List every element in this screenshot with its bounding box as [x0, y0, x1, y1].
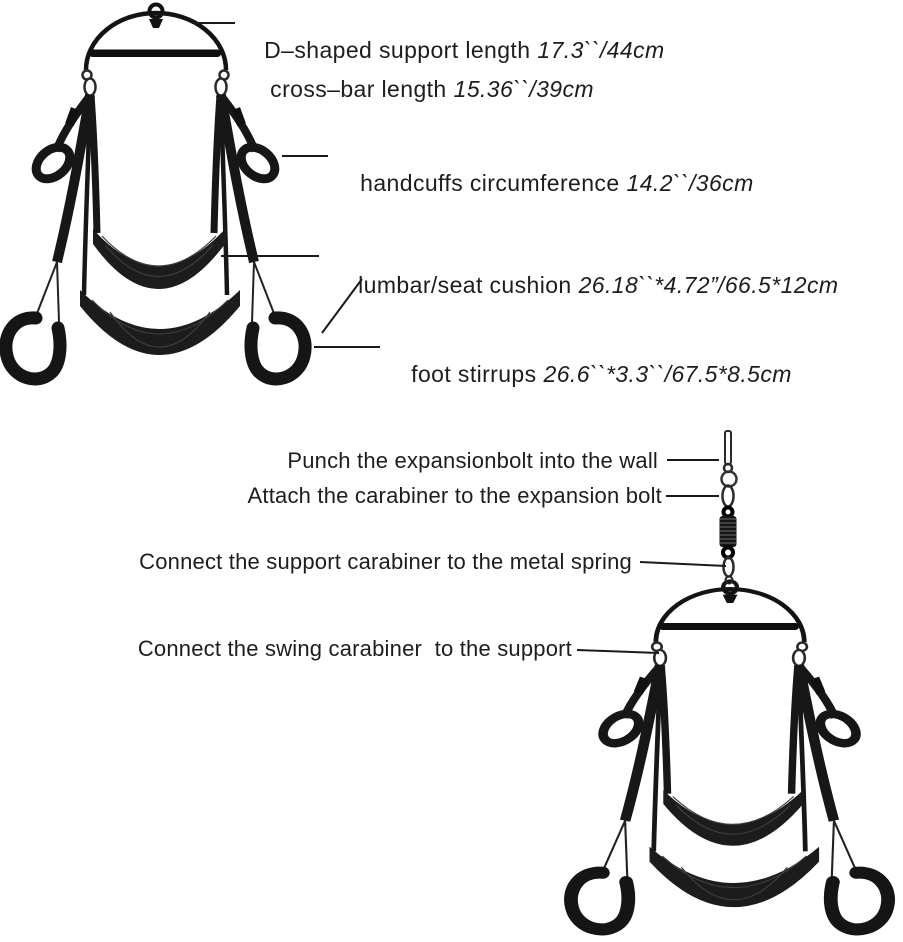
dimension-text: cross–bar length — [270, 76, 447, 102]
dimension-label-lumbar-seat-cushion — [331, 245, 838, 326]
dimension-text: foot stirrups — [411, 361, 537, 387]
ring-icon — [722, 472, 737, 487]
swing-diagram-installation — [571, 581, 888, 929]
dimension-value: 26.6``*3.3``/67.5*8.5cm — [543, 361, 792, 387]
dimension-text: lumbar/seat cushion — [358, 272, 572, 298]
dimension-value: 17.3``/44cm — [537, 37, 665, 63]
instruction-connect-swing-carabiner: Connect the swing carabiner to the support — [137, 636, 572, 661]
dimension-text: D–shaped support length — [264, 37, 531, 63]
leader-metal-spring — [640, 562, 726, 566]
dimension-label-cross-bar — [243, 49, 594, 130]
link-ring-icon — [724, 508, 733, 517]
instruction-punch-expansion-bolt: Punch the expansionbolt into the wall — [287, 448, 658, 473]
leader-swing-carabiner — [577, 650, 659, 653]
dimension-text: handcuffs circumference — [360, 170, 620, 196]
support-carabiner-icon — [724, 558, 734, 577]
dimension-value: 14.2``/36cm — [626, 170, 754, 196]
dimension-label-handcuffs — [333, 143, 754, 224]
metal-spring-icon — [720, 516, 737, 547]
dimension-value: 26.18``*4.72”/66.5*12cm — [578, 272, 839, 298]
dimension-label-foot-stirrups — [384, 334, 792, 415]
mounting-hardware — [720, 431, 737, 584]
carabiner-icon — [723, 486, 734, 507]
dimension-value: 15.36``/39cm — [453, 76, 594, 102]
expansion-bolt-icon — [725, 431, 731, 464]
instruction-connect-support-carabiner: Connect the support carabiner to the metal spring — [139, 549, 632, 574]
link-ring-icon — [723, 548, 733, 558]
instruction-attach-carabiner: Attach the carabiner to the expansion bolt — [247, 483, 662, 508]
